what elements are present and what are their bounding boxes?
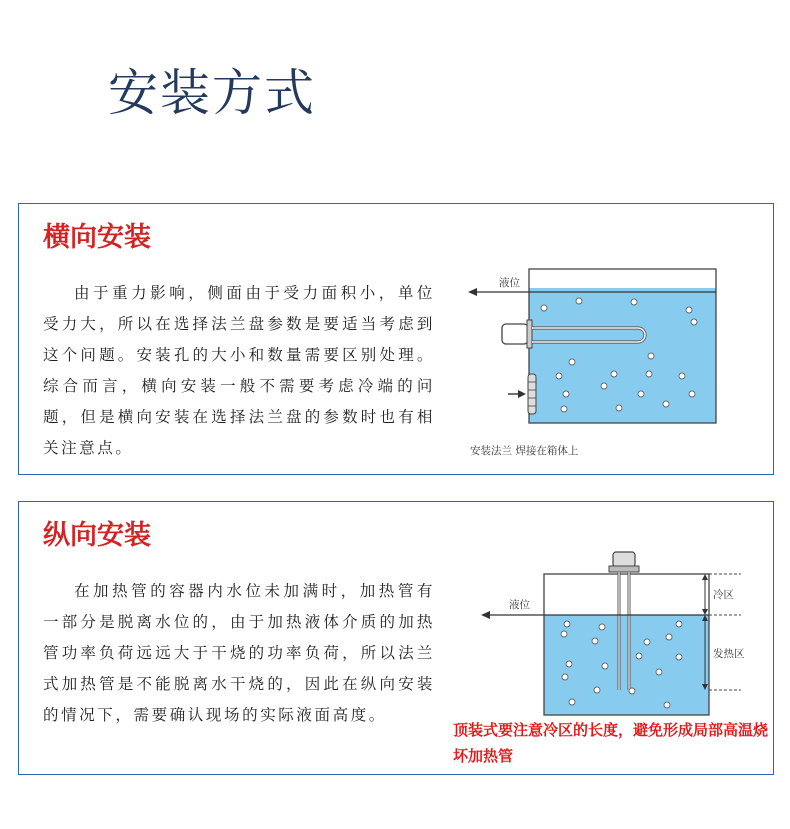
bubble <box>664 702 670 708</box>
bubble <box>569 699 575 705</box>
bubble <box>556 373 562 379</box>
bubble <box>648 353 654 359</box>
bubble <box>636 653 642 659</box>
bubble <box>638 391 644 397</box>
bubble <box>646 371 652 377</box>
bubble <box>691 319 697 325</box>
flange-caption: 安装法兰 焊接在箱体上 <box>470 445 579 457</box>
bubble <box>569 359 575 365</box>
bubble <box>561 631 567 637</box>
bubble <box>594 687 600 693</box>
page-title: 安装方式 <box>108 64 316 122</box>
bubble <box>663 401 669 407</box>
bubble <box>599 624 605 630</box>
mounting-flange <box>609 566 639 572</box>
bubble <box>576 298 582 304</box>
side-flange <box>528 374 536 414</box>
bubble <box>602 663 608 669</box>
bubble <box>601 383 607 389</box>
level-arrow-head <box>468 288 477 296</box>
top-mount-warning-note: 顶装式要注意冷区的长度，避免形成局部高温烧坏加热管 <box>453 721 769 765</box>
flange-pointer-arrow <box>518 390 526 398</box>
bubble <box>566 661 572 667</box>
bubble <box>666 634 672 640</box>
bubble <box>676 621 682 627</box>
bubble <box>679 373 685 379</box>
bubble <box>561 406 567 412</box>
cold-zone-label: 冷区 <box>713 589 734 601</box>
bubble <box>689 391 695 397</box>
bubble <box>676 654 682 660</box>
horizontal-install-title: 横向安装 <box>43 222 151 253</box>
bubble <box>592 638 598 644</box>
bubble <box>644 639 650 645</box>
vertical-install-diagram <box>447 542 767 712</box>
bubble <box>631 299 637 305</box>
heat-zone-label: 发热区 <box>713 648 745 660</box>
heater-terminal-box <box>502 324 528 344</box>
horizontal-install-description: 由于重力影响，侧面由于受力面积小，单位受力大，所以在选择法兰盘参数是要适当考虑到这个问题。安装孔的大小和数量需要区别处理。综合而言，横向安装一般不需要考虑冷端的问题，但是横向安装在选择法兰盘的参数时也有相关注意点。 <box>43 284 435 457</box>
vertical-install-title: 纵向安装 <box>43 520 151 551</box>
heater-terminal-box <box>613 552 635 567</box>
bubble <box>686 307 692 313</box>
level-arrow-head <box>481 611 490 619</box>
bubble <box>541 305 547 311</box>
bubble <box>563 391 569 397</box>
bubble <box>629 688 635 694</box>
liquid-level-label: 液位 <box>509 599 530 611</box>
bubble <box>611 371 617 377</box>
horizontal-install-card <box>18 203 774 475</box>
bubble <box>564 621 570 627</box>
mounting-flange <box>527 320 532 348</box>
vertical-install-description: 在加热管的容器内水位未加满时，加热管有一部分是脱离水位的，由于加热液体介质的加热管功率负荷远远大于干烧的功率负荷，所以法兰式加热管是不能脱离水干烧的，因此在纵向安装的情况下，需要确认现场的实际液面高度。 <box>43 582 435 724</box>
bubble <box>562 674 568 680</box>
liquid-level-label: 液位 <box>499 277 520 289</box>
bubble <box>616 405 622 411</box>
bubble <box>656 669 662 675</box>
vertical-install-card <box>18 501 774 775</box>
horizontal-install-diagram <box>444 264 734 464</box>
